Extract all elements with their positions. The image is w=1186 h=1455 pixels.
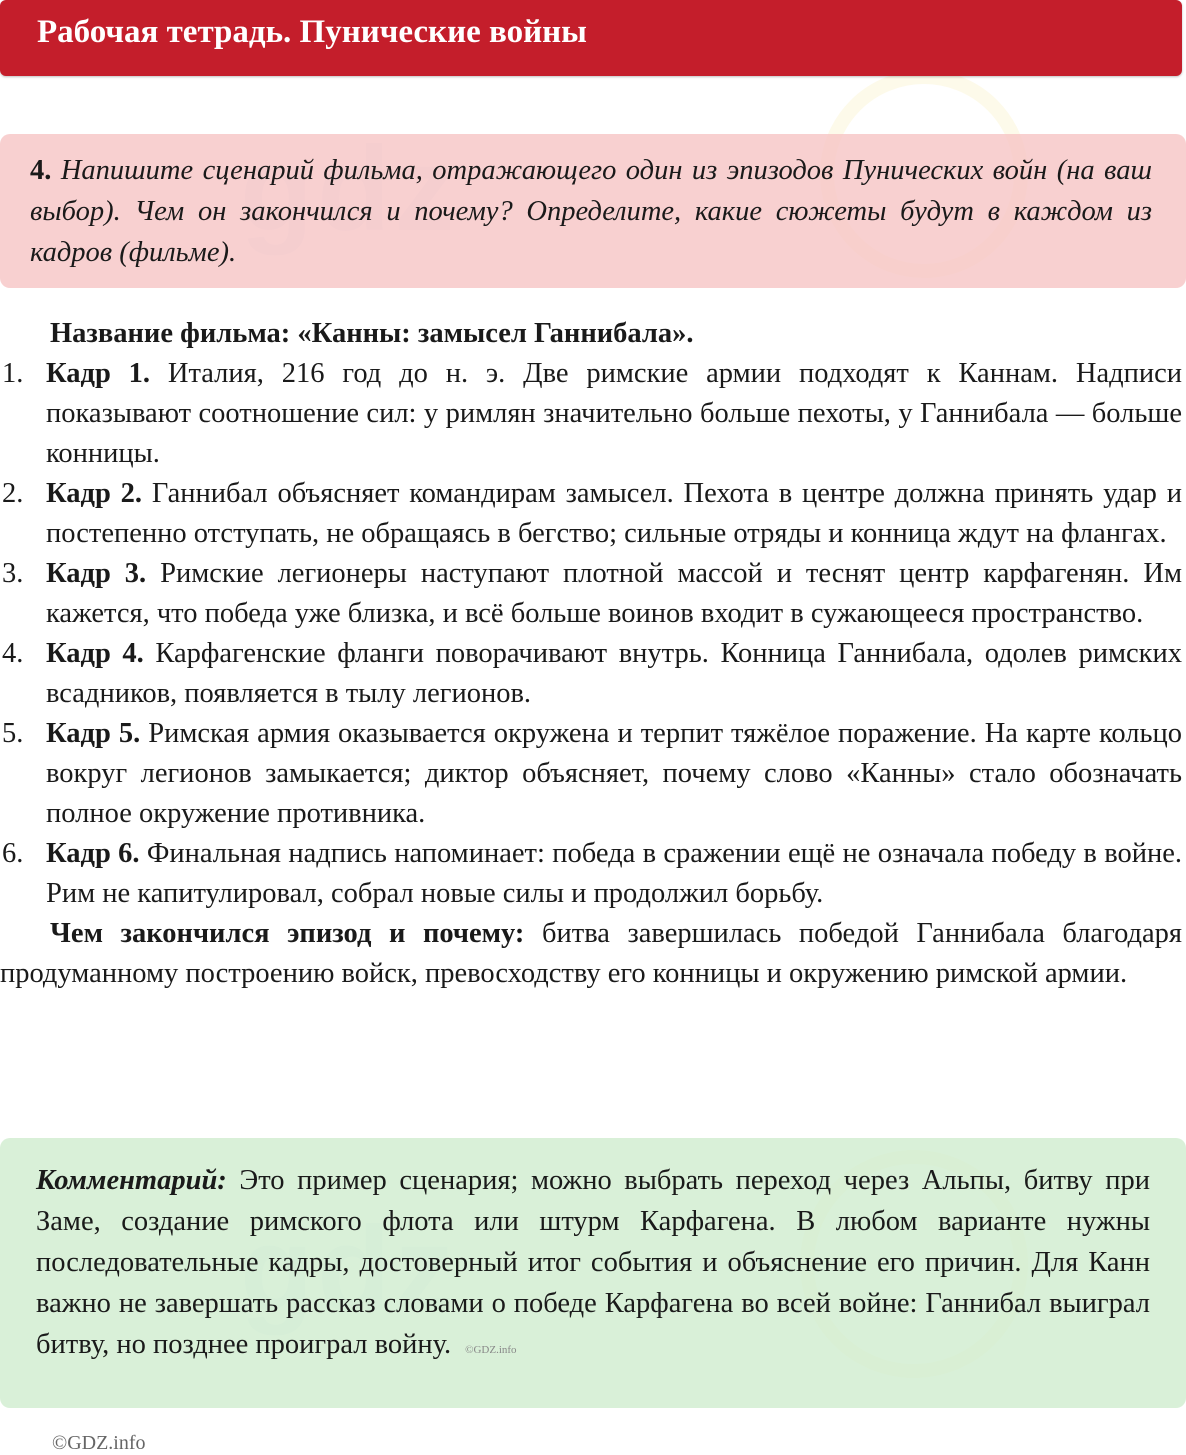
comment-watermark: ©GDZ.info bbox=[465, 1344, 517, 1356]
frame-number: 3. bbox=[2, 558, 24, 589]
frame-text: Карфагенские фланги поворачивают внутрь. Конница Ганнибала, одолев римских всадников, появляется в тылу легионов. bbox=[46, 638, 1182, 709]
page-header bbox=[0, 0, 1182, 76]
comment-text bbox=[36, 1160, 1150, 1371]
task-text bbox=[30, 150, 1152, 273]
frame-label: Кадр 4. bbox=[46, 638, 144, 669]
frame-item bbox=[0, 834, 1182, 914]
frame-label: Кадр 3. bbox=[46, 558, 147, 589]
frame-text: Италия, 216 год до н. э. Две римские армии подходят к Каннам. Надписи показывают соотношение сил: у римлян значительно больше пехоты, у Ганнибала — больше конницы. bbox=[46, 358, 1182, 469]
comment-label: Комментарий: bbox=[36, 1165, 227, 1196]
frame-label: Кадр 1. bbox=[46, 358, 151, 389]
frame-item bbox=[0, 474, 1182, 554]
frame-number: 6. bbox=[2, 838, 24, 869]
page-title: Рабочая тетрадь. Пунические войны bbox=[37, 14, 587, 50]
conclusion-paragraph bbox=[0, 914, 1182, 994]
frame-number: 2. bbox=[2, 478, 24, 509]
frame-text: Финальная надпись напоминает: победа в сражении ещё не означала победу в войне. Рим не капитулировал, собрал новые силы и продолжил борьбу. bbox=[46, 838, 1182, 909]
frame-item bbox=[0, 634, 1182, 714]
frame-item bbox=[0, 714, 1182, 834]
conclusion-label: Чем закончился эпизод и почему: bbox=[50, 918, 525, 949]
frame-label: Кадр 6. bbox=[46, 838, 140, 869]
frame-text: Ганнибал объясняет командирам замысел. Пехота в центре должна принять удар и постепенно отступать, не обращаясь в бегство; сильные отряды и конница ждут на флангах. bbox=[46, 478, 1182, 549]
frame-number: 5. bbox=[2, 718, 24, 749]
frame-number: 1. bbox=[2, 358, 24, 389]
frame-text: Римская армия оказывается окружена и терпит тяжёлое поражение. На карте кольцо вокруг легионов замыкается; диктор объясняет, почему слово «Канны» стало обозначать полное окружение противника. bbox=[46, 718, 1182, 829]
frame-item bbox=[0, 554, 1182, 634]
frame-label: Кадр 5. bbox=[46, 718, 141, 749]
frame-label: Кадр 2. bbox=[46, 478, 143, 509]
conclusion-text: битва завершилась победой Ганнибала благодаря продуманному построению войск, превосходству его конницы и окружению римской армии. bbox=[0, 918, 1183, 989]
task-question: Напишите сценарий фильма, отражающего один из эпизодов Пунических войн (на ваш выбор). Чем он закончился и почему? Определите, какие сюжеты будут в каждом из кадров (фильме). bbox=[30, 155, 1152, 268]
frames-list bbox=[0, 354, 1182, 914]
comment-body: Это пример сценария; можно выбрать переход через Альпы, битву при Заме, создание римского флота или штурм Карфагена. В любом варианте нужны последовательные кадры, достоверный итог события и объяснение его причин. Для Канн важно не завершать рассказ словами о победе Карфагена во всей войне: Ганнибал выиграл битву, но позднее проиграл войну. bbox=[36, 1165, 1150, 1360]
film-title: Название фильма: «Канны: замысел Ганнибала». bbox=[50, 318, 694, 349]
frame-item bbox=[0, 354, 1182, 474]
frame-number: 4. bbox=[2, 638, 24, 669]
answer-content bbox=[0, 314, 1182, 994]
frame-text: Римские легионеры наступают плотной массой и теснят центр карфагенян. Им кажется, что победа уже близка, и всё больше воинов входит в сужающееся пространство. bbox=[46, 558, 1183, 629]
task-number: 4. bbox=[30, 155, 52, 186]
footer-watermark: ©GDZ.info bbox=[52, 1432, 146, 1454]
